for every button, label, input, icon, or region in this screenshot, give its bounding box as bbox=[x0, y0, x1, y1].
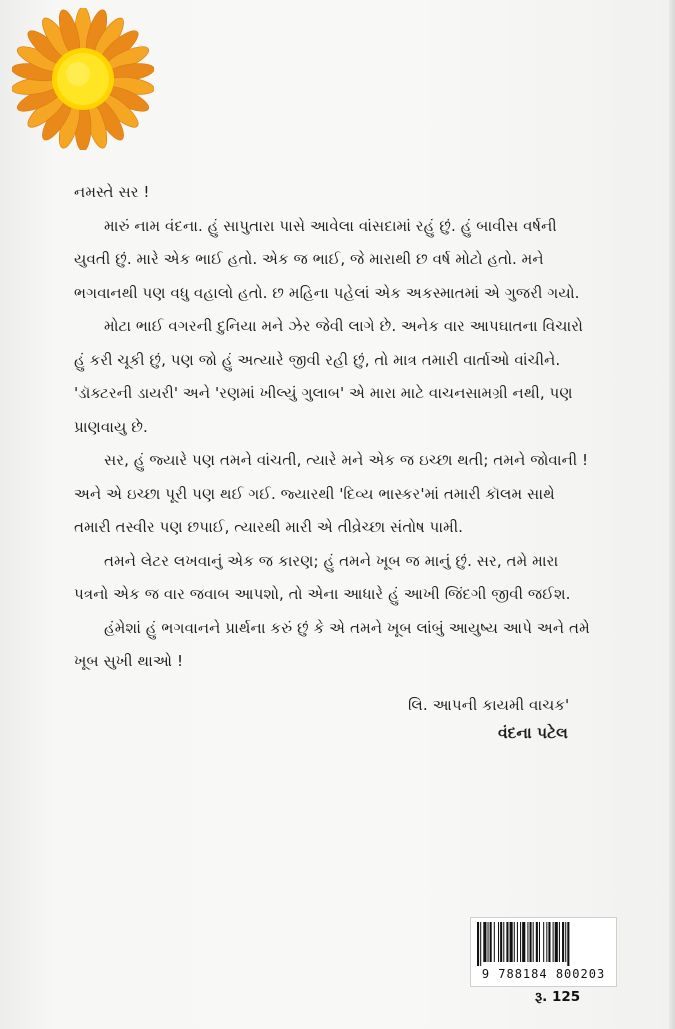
barcode-bar bbox=[503, 922, 504, 962]
letter-greeting: નમસ્તે સર ! bbox=[74, 183, 150, 201]
book-price: રૂ. 125 bbox=[535, 989, 581, 1005]
barcode-bar bbox=[530, 922, 532, 962]
barcode-bar bbox=[562, 922, 564, 962]
page-edge bbox=[669, 0, 675, 1029]
letter-paragraph: મોટા ભાઈ વગરની દુનિયા મને ઝેર જેવી લાગે છે. અનેક વાર આપઘાતના વિચારો હું કરી ચૂકી છું, પણ જો હું અત્યારે જીવી રહી છું, તો માત્ર તમારી વાર્તાઓ વાંચીને. 'ડૉક્ટરની ડાયરી' અને 'રણમાં ખીલ્યું ગુલાબ' એ મારા માટે વાચનસામગ્રી નથી, પણ પ્રાણવાયુ છે. bbox=[74, 317, 583, 436]
barcode-bar bbox=[553, 922, 554, 962]
barcode-bar bbox=[483, 922, 486, 962]
barcode-bar bbox=[539, 922, 540, 962]
barcode-bar bbox=[559, 922, 560, 962]
barcode-bar bbox=[533, 922, 534, 962]
barcode-bar bbox=[510, 922, 513, 962]
letter-paragraph: મારું નામ વંદના. હું સાપુતારા પાસે આવેલા વાંસદામાં રહું છું. હું બાવીસ વર્ષની યુવતી છું. મારે એક ભાઈ હતો. એક જ ભાઈ, જે મારાથી છ વર્ષ મોટો હતો. મને ભગવાનથી પણ વધુ વહાલો હતો. છ મહિના પહેલાં એક અકસ્માતમાં એ ગુજરી ગયો. bbox=[74, 216, 580, 302]
letter-closing: લિ. આપની કાયમી વાચક' bbox=[408, 696, 570, 714]
barcode-bar bbox=[500, 922, 502, 962]
barcode-bar bbox=[480, 922, 481, 966]
barcode-bar bbox=[517, 922, 518, 962]
barcode-bar bbox=[546, 922, 547, 962]
barcode-bar bbox=[494, 922, 495, 962]
barcode-bar bbox=[543, 922, 544, 962]
barcode-bar bbox=[488, 922, 489, 962]
barcode-bar bbox=[536, 922, 538, 962]
barcode-icon bbox=[475, 922, 612, 966]
barcode-bar bbox=[527, 922, 528, 962]
barcode-bar bbox=[555, 922, 558, 962]
barcode-bar bbox=[490, 922, 492, 962]
letter-paragraph: તમને લેટર લખવાનું એક જ કારણ; હું તમને ખૂબ જ માનું છું. સર, તમે મારા પત્રનો એક જ વાર જવાબ આપશો, તો એના આધારે હું આખી જિંદગી જીવી જઈશ. bbox=[74, 551, 571, 603]
letter-paragraph: સર, હું જ્યારે પણ તમને વાંચતી, ત્યારે મને એક જ ઇચ્છા થતી; તમને જોવાની ! અને એ ઇચ્છા પૂરી પણ થઈ ગઈ. જ્યારથી 'દિવ્ય ભાસ્કર'માં તમારી કૉલમ સાથે તમારી તસ્વીર પણ છપાઈ, ત્યારથી મારી એ તીવ્રેચ્છા સંતોષ પામી. bbox=[74, 451, 589, 536]
barcode-bar bbox=[565, 922, 566, 962]
letter-body bbox=[74, 176, 594, 679]
isbn-number: 9 788184 800203 bbox=[481, 967, 606, 981]
barcode-bar bbox=[520, 922, 521, 962]
barcode-bar bbox=[522, 922, 525, 962]
letter-signature: વંદના પટેલ bbox=[498, 724, 568, 742]
barcode-bar bbox=[567, 922, 569, 966]
letter-paragraph: હંમેશાં હું ભગવાનને પ્રાર્થના કરું છું કે એ તમને ખૂબ લાંબું આયુષ્ય આપે અને તમે ખૂબ સુખી થાઓ ! bbox=[74, 618, 590, 670]
barcode-bar bbox=[498, 922, 499, 962]
sunflower-icon bbox=[12, 8, 154, 150]
isbn-barcode bbox=[470, 917, 617, 987]
barcode-bar bbox=[514, 922, 515, 962]
barcode-bar bbox=[548, 922, 550, 962]
barcode-bar bbox=[477, 922, 479, 966]
barcode-bar bbox=[506, 922, 508, 962]
